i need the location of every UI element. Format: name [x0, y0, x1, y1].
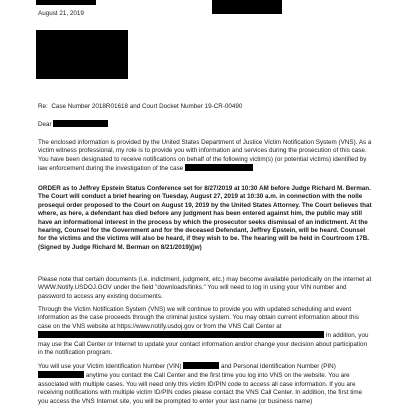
redaction-block — [38, 331, 324, 338]
vin-pin-paragraph — [38, 362, 373, 406]
redaction-block — [185, 164, 253, 171]
documents-paragraph: Please note that certain documents (i.e. indictment, judgment, etc.) may become available periodically on the internet at WWW.Notify.USDOJ.GOV under the field "downloads/links." You will need to log in using your VIN number and password to access any existing documents. — [38, 276, 372, 300]
pin-text: and Personal Identification Number (PIN) — [221, 363, 336, 370]
redaction-block — [38, 371, 84, 378]
vns-text-b: In addition, you may use the Call Center or Internet to update your contact information and/or change your decision about participation in the notification program. — [38, 332, 369, 357]
multiple-cases-text: anytime you contact the Call Center and the first time you log into VNS on the website. You are associated with multiple cases. You will need only this victim ID/PIN code to access all case information. If you are receiving notifications with multiple victim ID/PIN codes please contact the VNS Call Center. In addition, — [38, 372, 356, 397]
letter-date: August 21, 2019 — [38, 10, 84, 17]
redaction-block — [53, 120, 108, 127]
re-label: Re: — [38, 103, 48, 110]
intro-paragraph — [38, 139, 373, 174]
salutation-text: Dear — [38, 121, 52, 128]
intro-text: The enclosed information is provided by the United States Department of Justice Victim Notification System (VNS). As a victim witness professional, my role is to provide you with information and services during the prosecution of this case. You have been designated to receive notifications on behalf of the following victim(s) (or potential victims) identified by law enforcement during the investigation of the case — [38, 139, 372, 173]
re-line — [38, 103, 373, 111]
salutation — [38, 120, 373, 129]
vns-text-a: Through the Victim Notification System (VNS) we will continue to provide you with updated scheduling and event information as the case proceeds through the criminal justice system. You may obtain current information about this case on the VNS website at https://www.notify.usdoj.gov or from the VNS Call Center at — [38, 306, 359, 330]
redaction-block — [36, 0, 96, 5]
vns-paragraph — [38, 306, 373, 357]
re-text: Case Number 2018R01618 and Court Docket Number 19-CR-00490 — [51, 103, 243, 110]
redaction-block — [183, 362, 219, 369]
redaction-block — [36, 30, 128, 79]
court-order-paragraph: ORDER as to Jeffrey Epstein Status Conference set for 8/27/2019 at 10:30 AM before Judge Richard M. Berman. The Court will conduct a brief hearing on Tuesday, August 27, 2019 at 10:30 a.m. in connection with the nolle prosequi order proposed to the Court on August 19, 2019 by the United States Attorney. The Court believes that where, as here, a defendant has died before any judgment has been entered against him, the public may still have an informational interest in the process by which the prosecutor seeks dismissal of an indictment. At the hearing, Counsel for the Government and for the deceased Defendant, Jeffrey Epstein, will be heard. Counsel for the victims and the victims will also be heard, if they wish to be. The hearing will be held in Courtroom 17B. (Signed by Judge Richard M. Berman on 8/21/2019)(jw) — [38, 185, 372, 251]
vin-text: You will use your Victim Identification Number (VIN) — [38, 363, 182, 370]
first-access-text: the first time you access the VNS Internet site, you will be prompted to enter your last name (or business name) — [38, 389, 363, 405]
